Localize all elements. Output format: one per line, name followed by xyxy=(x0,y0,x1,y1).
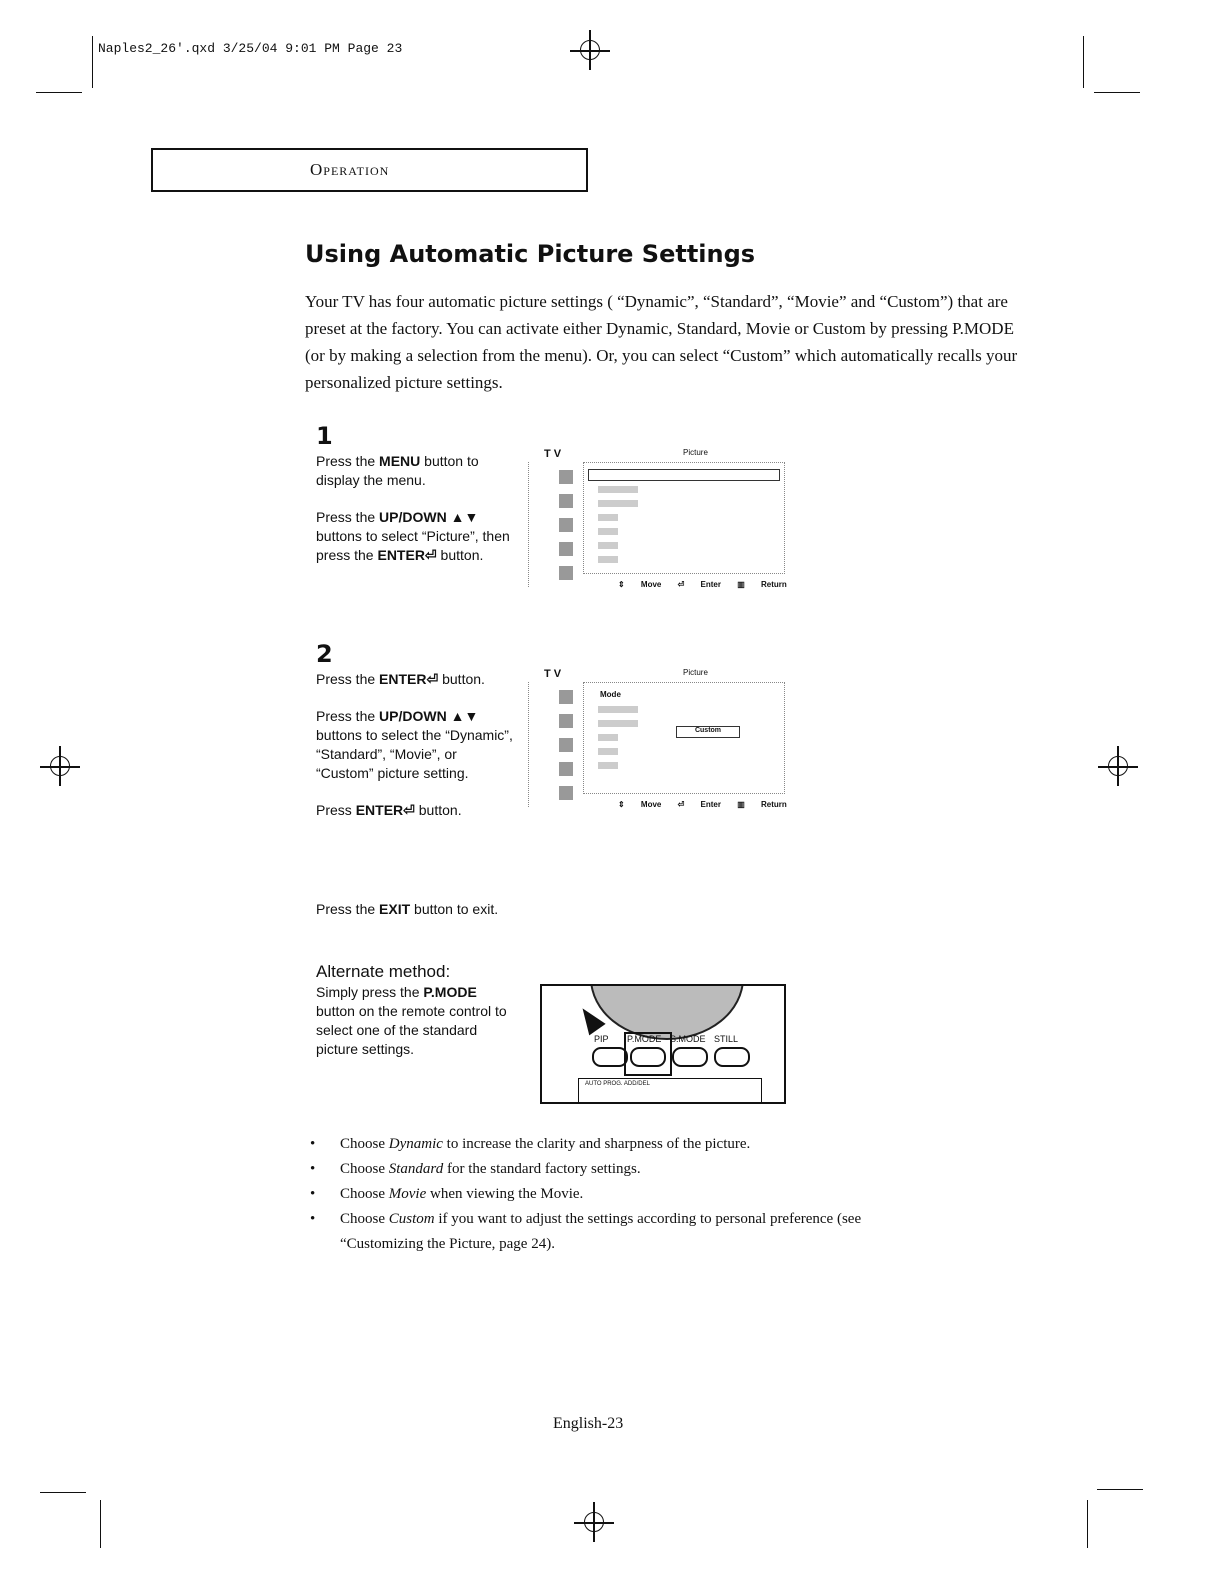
pip-label: PIP xyxy=(594,1034,609,1044)
remote-lower-panel: AUTO PROG. ADD/DEL xyxy=(578,1078,762,1104)
registration-mark xyxy=(574,1502,614,1542)
mode-label: Mode xyxy=(600,690,621,699)
custom-option-highlighted: Custom xyxy=(676,726,740,738)
smode-label: S.MODE xyxy=(670,1034,706,1044)
tv-menu-screenshot-2 xyxy=(528,668,788,818)
registration-mark xyxy=(1098,746,1138,786)
selected-row xyxy=(588,469,780,481)
step-1-text: Press the MENU button to display the menu. Press the UP/DOWN ▲▼ buttons to select “Picture”, then press the ENTER⏎ button. xyxy=(316,453,510,563)
crop-mark xyxy=(92,36,93,88)
list-item: • Choose Dynamic to increase the clarity and sharpness of the picture. xyxy=(310,1132,870,1157)
menu-footer: ⇕ Move ⏎ Enter ▥ Return xyxy=(618,800,787,809)
list-item: • Choose Custom if you want to adjust the settings according to personal preference (see “Customizing the Picture, page 24). xyxy=(310,1207,870,1257)
print-slug: Naples2_26'.qxd 3/25/04 9:01 PM Page 23 xyxy=(98,41,403,56)
step-number: 2 xyxy=(316,640,333,668)
pmode-button xyxy=(630,1047,666,1067)
menu-footer: ⇕ Move ⏎ Enter ▥ Return xyxy=(618,580,787,589)
step-number: 1 xyxy=(316,422,333,450)
list-item: • Choose Standard for the standard factory settings. xyxy=(310,1157,870,1182)
still-button xyxy=(714,1047,750,1067)
tv-label: T V xyxy=(544,668,562,680)
menu-title: Picture xyxy=(683,668,708,677)
intro-paragraph: Your TV has four automatic picture settings ( “Dynamic”, “Standard”, “Movie” and “Custom”) that are preset at the factory. You can activate either Dynamic, Standard, Movie or Custom by pressing P.MODE (or by making a selection from the menu). Or, you can select “Custom” which automatically recalls your personalized picture settings. xyxy=(305,292,1018,392)
menu-title: Picture xyxy=(683,448,708,457)
crop-mark xyxy=(1083,36,1084,88)
crop-mark xyxy=(40,1492,86,1493)
tv-label: T V xyxy=(544,448,562,460)
menu-icons xyxy=(528,462,579,587)
remote-control-illustration xyxy=(540,984,786,1104)
crop-mark xyxy=(1094,92,1140,93)
list-item: • Choose Movie when viewing the Movie. xyxy=(310,1182,870,1207)
page-number: English-23 xyxy=(553,1415,624,1432)
menu-icons xyxy=(528,682,579,807)
crop-mark xyxy=(1087,1500,1088,1548)
alternate-heading: Alternate method: xyxy=(316,962,451,981)
pip-button xyxy=(592,1047,628,1067)
exit-instruction: Press the EXIT button to exit. xyxy=(316,901,499,917)
page-title: Using Automatic Picture Settings xyxy=(305,240,756,268)
crop-mark xyxy=(36,92,82,93)
tv-menu-screenshot-1 xyxy=(528,448,788,598)
alternate-text: Simply press the P.MODE button on the remote control to select one of the standard picture settings. xyxy=(316,984,507,1057)
crop-mark xyxy=(1097,1489,1143,1490)
crop-mark xyxy=(100,1500,101,1548)
pmode-label: P.MODE xyxy=(627,1034,662,1044)
registration-mark xyxy=(570,30,610,70)
registration-mark xyxy=(40,746,80,786)
mode-list xyxy=(310,1132,870,1257)
still-label: STILL xyxy=(714,1034,739,1044)
smode-button xyxy=(672,1047,708,1067)
section-title: Operation xyxy=(310,160,390,179)
step-2-text: Press the ENTER⏎ button. Press the UP/DOWN ▲▼ buttons to select the “Dynamic”, “Standard”, “Movie”, or “Custom” picture setting. Press ENTER⏎ button. xyxy=(316,671,513,818)
